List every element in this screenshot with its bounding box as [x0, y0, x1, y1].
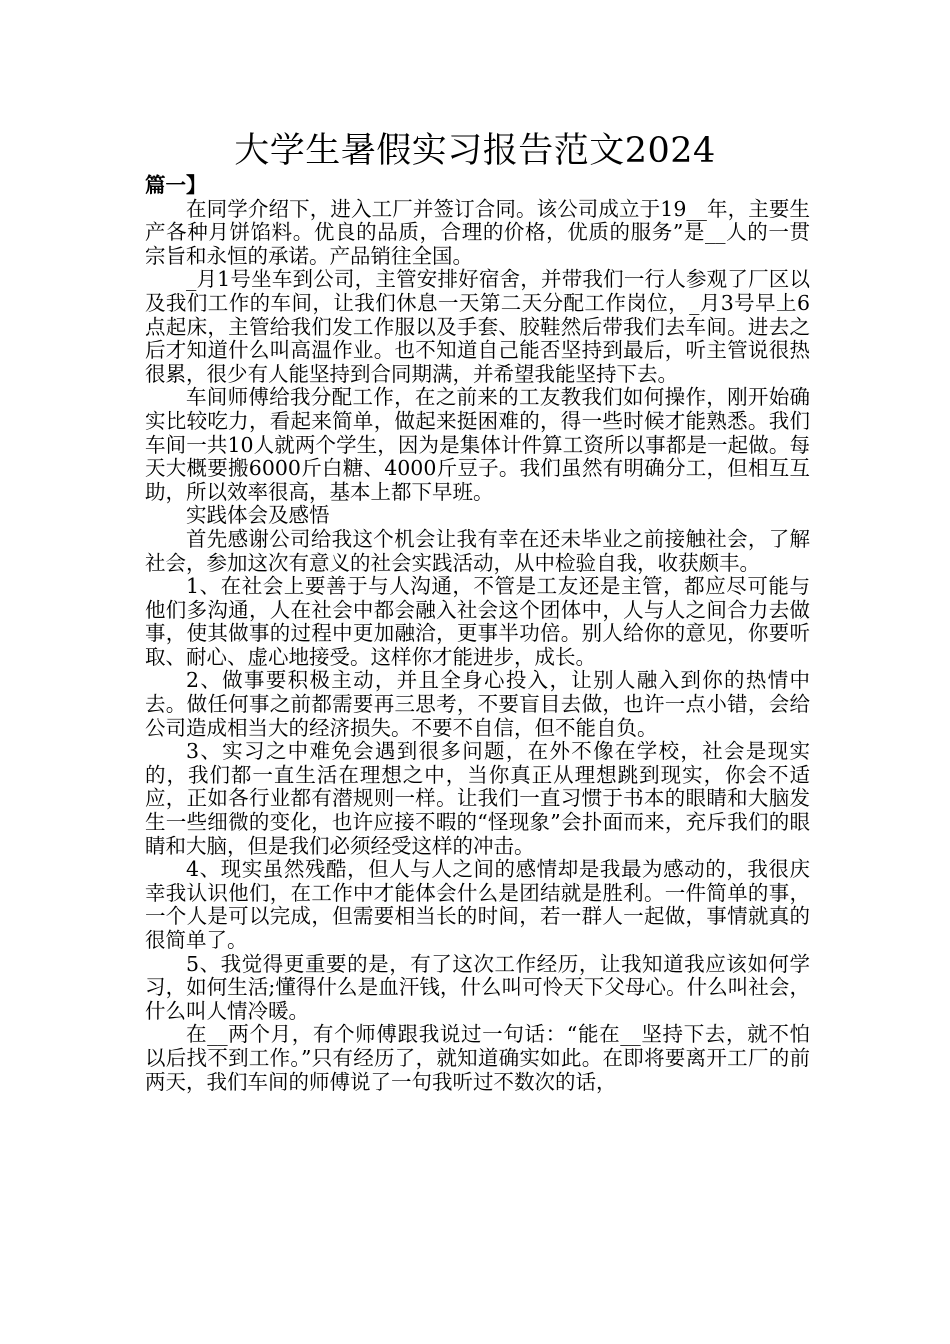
- section-label: 篇一】: [145, 173, 207, 197]
- paragraph-closing: 在__两个月，有个师傅跟我说过一句话：“能在__坚持下去，就不怕以后找不到工作。”只有经历了，就知道确实如此。在即将要离开工厂的前两天，我们车间的师傅说了一句我听过不数次的话，: [145, 1022, 810, 1094]
- paragraph-point-5: 5、我觉得更重要的是，有了这次工作经历，让我知道我应该如何学习，如何生活;懂得什么是血汗钱，什么叫可怜天下父母心。什么叫社会，什么叫人情冷暖。: [145, 951, 810, 1023]
- document-title: 大学生暑假实习报告范文2024: [234, 131, 716, 171]
- paragraph-point-4: 4、现实虽然残酷，但人与人之间的感情却是我最为感动的，我很庆幸我认识他们，在工作中才能体会什么是团结就是胜利。一件简单的事，一个人是可以完成，但需要相当长的时间，若一群人一起做，事情就真的很简单了。: [145, 857, 810, 952]
- paragraph-work: 车间师傅给我分配工作，在之前来的工友教我们如何操作，刚开始确实比较吃力，看起来简单，做起来挺困难的，得一些时候才能熟悉。我们车间一共10人就两个学生，因为是集体计件算工资所以事都是一起做。每天大概要搬6000斤白糖、4000斤豆子。我们虽然有明确分工，但相互互助，所以效率很高，基本上都下早班。: [145, 385, 810, 504]
- paragraph-point-1: 1、在社会上要善于与人沟通，不管是工友还是主管，都应尽可能与他们多沟通，人在社会中都会融入社会这个团体中，人与人之间合力去做事，使其做事的过程中更加融洽，更事半功倍。别人给你的意见，你要听取、耐心、虚心地接受。这样你才能进步，成长。: [145, 574, 810, 669]
- document-body: [145, 174, 810, 1094]
- paragraph-thanks: 首先感谢公司给我这个机会让我有幸在还未毕业之前接触社会，了解社会，参加这次有意义的社会实践活动，从中检验自我，收获颇丰。: [145, 526, 810, 575]
- paragraph-point-2: 2、做事要积极主动，并且全身心投入，让别人融入到你的热情中去。做任何事之前都需要再三思考，不要盲目去做，也许一点小错，会给公司造成相当大的经济损失。不要不自信，但不能自负。: [145, 668, 810, 740]
- paragraph-point-3: 3、实习之中难免会遇到很多问题，在外不像在学校，社会是现实的，我们都一直生活在理想之中，当你真正从理想跳到现实，你会不适应，正如各行业都有潜规则一样。让我们一直习惯于书本的眼睛和大脑发生一些细微的变化，也许应接不暇的“怪现象”会扑面而来，充斥我们的眼睛和大脑，但是我们必须经受这样的冲击。: [145, 739, 810, 858]
- paragraph-arrival: _月1号坐车到公司，主管安排好宿舍，并带我们一行人参观了厂区以及我们工作的车间，让我们休息一天第二天分配工作岗位，_月3号早上6点起床，主管给我们发工作服以及手套、胶鞋然后带我们去车间。进去之后才知道什么叫高温作业。也不知道自己能否坚持到最后，听主管说很热很累，很少有人能坚持到合同期满，并希望我能坚持下去。: [145, 267, 810, 386]
- paragraph-intro: 在同学介绍下，进入工厂并签订合同。该公司成立于19__年，主要生产各种月饼馅料。优良的品质，合理的价格，优质的服务”是__人的一贯宗旨和永恒的承诺。产品销往全国。: [145, 196, 810, 268]
- subheading-reflection: 实践体会及感悟: [186, 503, 330, 528]
